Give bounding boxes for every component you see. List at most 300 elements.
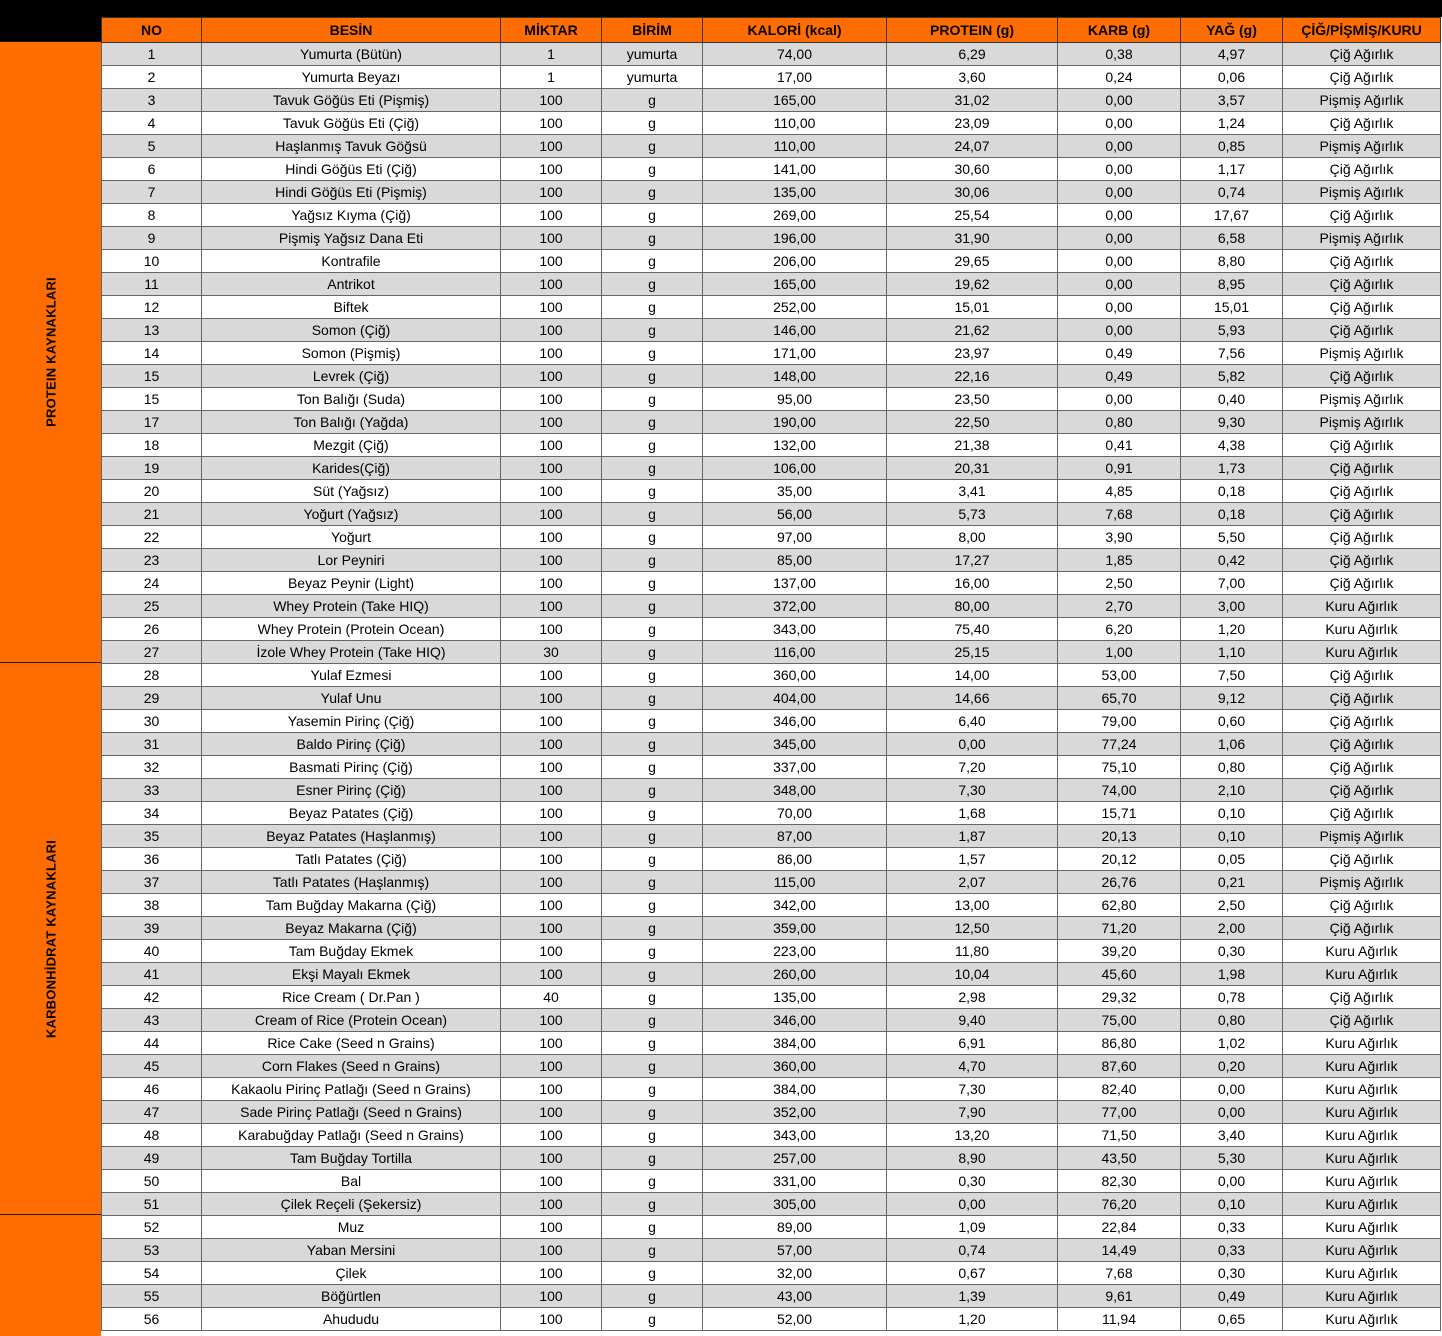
cell-durum[interactable]: Çiğ Ağırlık — [1283, 687, 1441, 710]
cell-birim[interactable]: g — [602, 756, 703, 779]
header-besin[interactable]: BESİN — [202, 18, 501, 43]
cell-miktar[interactable]: 100 — [501, 940, 602, 963]
cell-karb[interactable]: 0,00 — [1058, 89, 1181, 112]
cell-no[interactable]: 43 — [102, 1009, 202, 1032]
cell-birim[interactable]: g — [602, 319, 703, 342]
cell-miktar[interactable]: 100 — [501, 135, 602, 158]
cell-birim[interactable]: g — [602, 89, 703, 112]
cell-birim[interactable]: g — [602, 204, 703, 227]
cell-birim[interactable]: g — [602, 388, 703, 411]
cell-yag[interactable]: 0,00 — [1181, 1101, 1283, 1124]
cell-no[interactable]: 2 — [102, 66, 202, 89]
cell-protein[interactable]: 14,66 — [887, 687, 1058, 710]
cell-besin[interactable]: Biftek — [202, 296, 501, 319]
cell-no[interactable]: 28 — [102, 664, 202, 687]
cell-miktar[interactable]: 100 — [501, 1009, 602, 1032]
cell-karb[interactable]: 43,50 — [1058, 1147, 1181, 1170]
cell-kalori[interactable]: 70,00 — [703, 802, 887, 825]
cell-miktar[interactable]: 100 — [501, 181, 602, 204]
cell-besin[interactable]: Yulaf Unu — [202, 687, 501, 710]
cell-miktar[interactable]: 100 — [501, 1216, 602, 1239]
cell-durum[interactable]: Çiğ Ağırlık — [1283, 526, 1441, 549]
cell-durum[interactable]: Kuru Ağırlık — [1283, 1055, 1441, 1078]
cell-yag[interactable]: 0,33 — [1181, 1216, 1283, 1239]
cell-protein[interactable]: 23,97 — [887, 342, 1058, 365]
header-kalori[interactable]: KALORİ (kcal) — [703, 18, 887, 43]
cell-kalori[interactable]: 110,00 — [703, 135, 887, 158]
cell-kalori[interactable]: 348,00 — [703, 779, 887, 802]
cell-miktar[interactable]: 100 — [501, 963, 602, 986]
cell-birim[interactable]: g — [602, 273, 703, 296]
cell-birim[interactable]: g — [602, 250, 703, 273]
cell-besin[interactable]: Whey Protein (Protein Ocean) — [202, 618, 501, 641]
cell-durum[interactable]: Pişmiş Ağırlık — [1283, 388, 1441, 411]
cell-yag[interactable]: 9,12 — [1181, 687, 1283, 710]
cell-kalori[interactable]: 141,00 — [703, 158, 887, 181]
cell-durum[interactable]: Pişmiş Ağırlık — [1283, 89, 1441, 112]
cell-protein[interactable]: 1,09 — [887, 1216, 1058, 1239]
cell-miktar[interactable]: 100 — [501, 250, 602, 273]
cell-durum[interactable]: Kuru Ağırlık — [1283, 963, 1441, 986]
cell-miktar[interactable]: 100 — [501, 1078, 602, 1101]
cell-protein[interactable]: 29,65 — [887, 250, 1058, 273]
cell-kalori[interactable]: 257,00 — [703, 1147, 887, 1170]
cell-durum[interactable]: Kuru Ağırlık — [1283, 1124, 1441, 1147]
cell-miktar[interactable]: 100 — [501, 388, 602, 411]
cell-karb[interactable]: 0,00 — [1058, 273, 1181, 296]
cell-protein[interactable]: 8,90 — [887, 1147, 1058, 1170]
cell-besin[interactable]: Corn Flakes (Seed n Grains) — [202, 1055, 501, 1078]
cell-karb[interactable]: 65,70 — [1058, 687, 1181, 710]
cell-durum[interactable]: Çiğ Ağırlık — [1283, 664, 1441, 687]
cell-no[interactable]: 3 — [102, 89, 202, 112]
cell-kalori[interactable]: 110,00 — [703, 112, 887, 135]
cell-yag[interactable]: 0,30 — [1181, 940, 1283, 963]
cell-protein[interactable]: 1,20 — [887, 1308, 1058, 1331]
cell-birim[interactable]: g — [602, 1285, 703, 1308]
cell-birim[interactable]: g — [602, 802, 703, 825]
cell-no[interactable]: 20 — [102, 480, 202, 503]
cell-besin[interactable]: Yağsız Kıyma (Çiğ) — [202, 204, 501, 227]
cell-besin[interactable]: Rice Cake (Seed n Grains) — [202, 1032, 501, 1055]
cell-karb[interactable]: 0,00 — [1058, 135, 1181, 158]
cell-protein[interactable]: 2,07 — [887, 871, 1058, 894]
cell-yag[interactable]: 0,21 — [1181, 871, 1283, 894]
cell-karb[interactable]: 2,50 — [1058, 572, 1181, 595]
cell-birim[interactable]: yumurta — [602, 43, 703, 66]
cell-yag[interactable]: 1,17 — [1181, 158, 1283, 181]
cell-durum[interactable]: Çiğ Ağırlık — [1283, 43, 1441, 66]
cell-no[interactable]: 36 — [102, 848, 202, 871]
cell-durum[interactable]: Kuru Ağırlık — [1283, 1032, 1441, 1055]
cell-besin[interactable]: Yoğurt — [202, 526, 501, 549]
cell-birim[interactable]: g — [602, 1170, 703, 1193]
cell-besin[interactable]: Beyaz Patates (Haşlanmış) — [202, 825, 501, 848]
cell-durum[interactable]: Çiğ Ağırlık — [1283, 802, 1441, 825]
cell-karb[interactable]: 11,94 — [1058, 1308, 1181, 1331]
cell-yag[interactable]: 5,93 — [1181, 319, 1283, 342]
cell-besin[interactable]: Cream of Rice (Protein Ocean) — [202, 1009, 501, 1032]
cell-miktar[interactable]: 100 — [501, 1193, 602, 1216]
cell-besin[interactable]: Süt (Yağsız) — [202, 480, 501, 503]
cell-no[interactable]: 17 — [102, 411, 202, 434]
cell-yag[interactable]: 0,49 — [1181, 1285, 1283, 1308]
cell-protein[interactable]: 25,15 — [887, 641, 1058, 664]
cell-protein[interactable]: 0,74 — [887, 1239, 1058, 1262]
cell-karb[interactable]: 0,00 — [1058, 227, 1181, 250]
cell-no[interactable]: 31 — [102, 733, 202, 756]
cell-birim[interactable]: g — [602, 480, 703, 503]
cell-karb[interactable]: 45,60 — [1058, 963, 1181, 986]
cell-birim[interactable]: g — [602, 710, 703, 733]
cell-durum[interactable]: Pişmiş Ağırlık — [1283, 181, 1441, 204]
cell-besin[interactable]: Yasemin Pirinç (Çiğ) — [202, 710, 501, 733]
cell-no[interactable]: 51 — [102, 1193, 202, 1216]
cell-durum[interactable]: Kuru Ağırlık — [1283, 595, 1441, 618]
cell-durum[interactable]: Kuru Ağırlık — [1283, 1193, 1441, 1216]
cell-birim[interactable]: g — [602, 687, 703, 710]
cell-yag[interactable]: 4,38 — [1181, 434, 1283, 457]
cell-besin[interactable]: Beyaz Patates (Çiğ) — [202, 802, 501, 825]
cell-yag[interactable]: 1,02 — [1181, 1032, 1283, 1055]
cell-birim[interactable]: g — [602, 1216, 703, 1239]
cell-miktar[interactable]: 100 — [501, 1101, 602, 1124]
cell-durum[interactable]: Çiğ Ağırlık — [1283, 848, 1441, 871]
cell-miktar[interactable]: 100 — [501, 549, 602, 572]
cell-kalori[interactable]: 89,00 — [703, 1216, 887, 1239]
cell-besin[interactable]: Tatlı Patates (Haşlanmış) — [202, 871, 501, 894]
cell-protein[interactable]: 0,00 — [887, 733, 1058, 756]
cell-miktar[interactable]: 100 — [501, 1124, 602, 1147]
cell-durum[interactable]: Çiğ Ağırlık — [1283, 319, 1441, 342]
cell-no[interactable]: 45 — [102, 1055, 202, 1078]
header-yag[interactable]: YAĞ (g) — [1181, 18, 1283, 43]
cell-protein[interactable]: 6,91 — [887, 1032, 1058, 1055]
cell-miktar[interactable]: 100 — [501, 618, 602, 641]
cell-besin[interactable]: Kontrafile — [202, 250, 501, 273]
cell-karb[interactable]: 1,85 — [1058, 549, 1181, 572]
cell-besin[interactable]: Somon (Çiğ) — [202, 319, 501, 342]
cell-kalori[interactable]: 352,00 — [703, 1101, 887, 1124]
cell-kalori[interactable]: 346,00 — [703, 1009, 887, 1032]
cell-no[interactable]: 15 — [102, 365, 202, 388]
cell-karb[interactable]: 14,49 — [1058, 1239, 1181, 1262]
cell-birim[interactable]: g — [602, 940, 703, 963]
cell-yag[interactable]: 0,30 — [1181, 1262, 1283, 1285]
cell-besin[interactable]: Böğürtlen — [202, 1285, 501, 1308]
cell-karb[interactable]: 0,00 — [1058, 181, 1181, 204]
cell-protein[interactable]: 21,38 — [887, 434, 1058, 457]
cell-karb[interactable]: 74,00 — [1058, 779, 1181, 802]
cell-birim[interactable]: g — [602, 365, 703, 388]
cell-protein[interactable]: 75,40 — [887, 618, 1058, 641]
cell-protein[interactable]: 8,00 — [887, 526, 1058, 549]
cell-birim[interactable]: g — [602, 549, 703, 572]
cell-besin[interactable]: Yaban Mersini — [202, 1239, 501, 1262]
cell-karb[interactable]: 62,80 — [1058, 894, 1181, 917]
cell-protein[interactable]: 0,00 — [887, 1193, 1058, 1216]
cell-durum[interactable]: Kuru Ağırlık — [1283, 1078, 1441, 1101]
cell-birim[interactable]: g — [602, 342, 703, 365]
cell-miktar[interactable]: 100 — [501, 710, 602, 733]
cell-miktar[interactable]: 100 — [501, 158, 602, 181]
cell-no[interactable]: 24 — [102, 572, 202, 595]
cell-durum[interactable]: Kuru Ağırlık — [1283, 1262, 1441, 1285]
cell-besin[interactable]: Ton Balığı (Suda) — [202, 388, 501, 411]
cell-birim[interactable]: g — [602, 664, 703, 687]
cell-besin[interactable]: Yumurta Beyazı — [202, 66, 501, 89]
cell-yag[interactable]: 3,00 — [1181, 595, 1283, 618]
cell-no[interactable]: 5 — [102, 135, 202, 158]
cell-miktar[interactable]: 100 — [501, 1239, 602, 1262]
cell-kalori[interactable]: 116,00 — [703, 641, 887, 664]
cell-kalori[interactable]: 32,00 — [703, 1262, 887, 1285]
cell-besin[interactable]: Baldo Pirinç (Çiğ) — [202, 733, 501, 756]
cell-miktar[interactable]: 100 — [501, 227, 602, 250]
cell-protein[interactable]: 25,54 — [887, 204, 1058, 227]
cell-yag[interactable]: 0,33 — [1181, 1239, 1283, 1262]
cell-birim[interactable]: g — [602, 963, 703, 986]
cell-besin[interactable]: Tam Buğday Ekmek — [202, 940, 501, 963]
cell-miktar[interactable]: 100 — [501, 1262, 602, 1285]
cell-kalori[interactable]: 343,00 — [703, 618, 887, 641]
cell-kalori[interactable]: 165,00 — [703, 273, 887, 296]
cell-protein[interactable]: 24,07 — [887, 135, 1058, 158]
cell-karb[interactable]: 82,40 — [1058, 1078, 1181, 1101]
cell-besin[interactable]: Karabuğday Patlağı (Seed n Grains) — [202, 1124, 501, 1147]
cell-kalori[interactable]: 132,00 — [703, 434, 887, 457]
cell-karb[interactable]: 7,68 — [1058, 1262, 1181, 1285]
cell-karb[interactable]: 0,24 — [1058, 66, 1181, 89]
cell-protein[interactable]: 22,16 — [887, 365, 1058, 388]
cell-yag[interactable]: 0,05 — [1181, 848, 1283, 871]
cell-protein[interactable]: 19,62 — [887, 273, 1058, 296]
cell-yag[interactable]: 0,65 — [1181, 1308, 1283, 1331]
cell-durum[interactable]: Çiğ Ağırlık — [1283, 503, 1441, 526]
cell-miktar[interactable]: 100 — [501, 1170, 602, 1193]
cell-birim[interactable]: g — [602, 779, 703, 802]
cell-no[interactable]: 11 — [102, 273, 202, 296]
cell-miktar[interactable]: 100 — [501, 595, 602, 618]
cell-besin[interactable]: Beyaz Makarna (Çiğ) — [202, 917, 501, 940]
cell-karb[interactable]: 0,41 — [1058, 434, 1181, 457]
cell-durum[interactable]: Kuru Ağırlık — [1283, 1170, 1441, 1193]
cell-birim[interactable]: g — [602, 411, 703, 434]
cell-yag[interactable]: 8,80 — [1181, 250, 1283, 273]
cell-yag[interactable]: 6,58 — [1181, 227, 1283, 250]
cell-durum[interactable]: Çiğ Ağırlık — [1283, 273, 1441, 296]
cell-protein[interactable]: 15,01 — [887, 296, 1058, 319]
cell-miktar[interactable]: 100 — [501, 871, 602, 894]
cell-karb[interactable]: 0,00 — [1058, 388, 1181, 411]
cell-no[interactable]: 56 — [102, 1308, 202, 1331]
cell-durum[interactable]: Çiğ Ağırlık — [1283, 756, 1441, 779]
cell-protein[interactable]: 30,06 — [887, 181, 1058, 204]
cell-miktar[interactable]: 100 — [501, 342, 602, 365]
cell-yag[interactable]: 0,10 — [1181, 825, 1283, 848]
cell-miktar[interactable]: 40 — [501, 986, 602, 1009]
cell-no[interactable]: 26 — [102, 618, 202, 641]
cell-karb[interactable]: 75,10 — [1058, 756, 1181, 779]
cell-miktar[interactable]: 100 — [501, 1055, 602, 1078]
cell-protein[interactable]: 13,00 — [887, 894, 1058, 917]
cell-birim[interactable]: g — [602, 434, 703, 457]
cell-no[interactable]: 35 — [102, 825, 202, 848]
cell-protein[interactable]: 13,20 — [887, 1124, 1058, 1147]
cell-protein[interactable]: 9,40 — [887, 1009, 1058, 1032]
cell-yag[interactable]: 0,10 — [1181, 802, 1283, 825]
cell-karb[interactable]: 0,00 — [1058, 112, 1181, 135]
cell-durum[interactable]: Çiğ Ağırlık — [1283, 710, 1441, 733]
cell-karb[interactable]: 82,30 — [1058, 1170, 1181, 1193]
cell-birim[interactable]: yumurta — [602, 66, 703, 89]
cell-birim[interactable]: g — [602, 618, 703, 641]
cell-kalori[interactable]: 57,00 — [703, 1239, 887, 1262]
cell-durum[interactable]: Çiğ Ağırlık — [1283, 986, 1441, 1009]
cell-karb[interactable]: 77,00 — [1058, 1101, 1181, 1124]
cell-no[interactable]: 29 — [102, 687, 202, 710]
cell-miktar[interactable]: 100 — [501, 687, 602, 710]
cell-birim[interactable]: g — [602, 871, 703, 894]
header-birim[interactable]: BİRİM — [602, 18, 703, 43]
cell-kalori[interactable]: 252,00 — [703, 296, 887, 319]
cell-birim[interactable]: g — [602, 641, 703, 664]
cell-miktar[interactable]: 100 — [501, 779, 602, 802]
cell-no[interactable]: 14 — [102, 342, 202, 365]
cell-birim[interactable]: g — [602, 825, 703, 848]
cell-karb[interactable]: 0,00 — [1058, 250, 1181, 273]
cell-karb[interactable]: 0,49 — [1058, 342, 1181, 365]
cell-kalori[interactable]: 337,00 — [703, 756, 887, 779]
cell-birim[interactable]: g — [602, 526, 703, 549]
cell-no[interactable]: 42 — [102, 986, 202, 1009]
cell-karb[interactable]: 0,91 — [1058, 457, 1181, 480]
cell-durum[interactable]: Çiğ Ağırlık — [1283, 779, 1441, 802]
cell-kalori[interactable]: 52,00 — [703, 1308, 887, 1331]
cell-birim[interactable]: g — [602, 112, 703, 135]
cell-karb[interactable]: 9,61 — [1058, 1285, 1181, 1308]
cell-besin[interactable]: Bal — [202, 1170, 501, 1193]
cell-yag[interactable]: 7,50 — [1181, 664, 1283, 687]
cell-yag[interactable]: 2,10 — [1181, 779, 1283, 802]
cell-protein[interactable]: 7,30 — [887, 779, 1058, 802]
cell-miktar[interactable]: 100 — [501, 733, 602, 756]
cell-durum[interactable]: Çiğ Ağırlık — [1283, 66, 1441, 89]
cell-kalori[interactable]: 171,00 — [703, 342, 887, 365]
cell-miktar[interactable]: 100 — [501, 1308, 602, 1331]
cell-birim[interactable]: g — [602, 135, 703, 158]
cell-miktar[interactable]: 100 — [501, 1147, 602, 1170]
cell-karb[interactable]: 87,60 — [1058, 1055, 1181, 1078]
cell-no[interactable]: 52 — [102, 1216, 202, 1239]
cell-miktar[interactable]: 100 — [501, 756, 602, 779]
cell-yag[interactable]: 17,67 — [1181, 204, 1283, 227]
cell-kalori[interactable]: 260,00 — [703, 963, 887, 986]
cell-kalori[interactable]: 404,00 — [703, 687, 887, 710]
cell-no[interactable]: 40 — [102, 940, 202, 963]
cell-durum[interactable]: Çiğ Ağırlık — [1283, 434, 1441, 457]
cell-karb[interactable]: 29,32 — [1058, 986, 1181, 1009]
cell-no[interactable]: 21 — [102, 503, 202, 526]
cell-besin[interactable]: Whey Protein (Take HIQ) — [202, 595, 501, 618]
cell-protein[interactable]: 12,50 — [887, 917, 1058, 940]
cell-kalori[interactable]: 359,00 — [703, 917, 887, 940]
cell-birim[interactable]: g — [602, 1124, 703, 1147]
cell-kalori[interactable]: 35,00 — [703, 480, 887, 503]
cell-karb[interactable]: 0,00 — [1058, 158, 1181, 181]
cell-kalori[interactable]: 346,00 — [703, 710, 887, 733]
cell-karb[interactable]: 0,00 — [1058, 296, 1181, 319]
cell-durum[interactable]: Kuru Ağırlık — [1283, 1308, 1441, 1331]
cell-no[interactable]: 8 — [102, 204, 202, 227]
cell-protein[interactable]: 16,00 — [887, 572, 1058, 595]
cell-miktar[interactable]: 1 — [501, 43, 602, 66]
cell-protein[interactable]: 31,90 — [887, 227, 1058, 250]
cell-besin[interactable]: Esner Pirinç (Çiğ) — [202, 779, 501, 802]
cell-birim[interactable]: g — [602, 503, 703, 526]
cell-birim[interactable]: g — [602, 917, 703, 940]
cell-karb[interactable]: 26,76 — [1058, 871, 1181, 894]
cell-besin[interactable]: Ton Balığı (Yağda) — [202, 411, 501, 434]
cell-protein[interactable]: 2,98 — [887, 986, 1058, 1009]
cell-protein[interactable]: 5,73 — [887, 503, 1058, 526]
cell-kalori[interactable]: 146,00 — [703, 319, 887, 342]
cell-protein[interactable]: 7,90 — [887, 1101, 1058, 1124]
cell-no[interactable]: 34 — [102, 802, 202, 825]
cell-besin[interactable]: Sade Pirinç Patlağı (Seed n Grains) — [202, 1101, 501, 1124]
cell-birim[interactable]: g — [602, 1193, 703, 1216]
cell-kalori[interactable]: 87,00 — [703, 825, 887, 848]
cell-karb[interactable]: 75,00 — [1058, 1009, 1181, 1032]
cell-durum[interactable]: Çiğ Ağırlık — [1283, 1009, 1441, 1032]
cell-miktar[interactable]: 100 — [501, 480, 602, 503]
cell-no[interactable]: 37 — [102, 871, 202, 894]
cell-kalori[interactable]: 384,00 — [703, 1032, 887, 1055]
cell-kalori[interactable]: 372,00 — [703, 595, 887, 618]
cell-besin[interactable]: Tam Buğday Tortilla — [202, 1147, 501, 1170]
cell-yag[interactable]: 5,82 — [1181, 365, 1283, 388]
cell-besin[interactable]: Pişmiş Yağsız Dana Eti — [202, 227, 501, 250]
cell-durum[interactable]: Çiğ Ağırlık — [1283, 894, 1441, 917]
cell-karb[interactable]: 20,13 — [1058, 825, 1181, 848]
cell-birim[interactable]: g — [602, 296, 703, 319]
cell-miktar[interactable]: 1 — [501, 66, 602, 89]
cell-karb[interactable]: 86,80 — [1058, 1032, 1181, 1055]
cell-besin[interactable]: Muz — [202, 1216, 501, 1239]
cell-kalori[interactable]: 190,00 — [703, 411, 887, 434]
cell-miktar[interactable]: 100 — [501, 319, 602, 342]
cell-besin[interactable]: Çilek Reçeli (Şekersiz) — [202, 1193, 501, 1216]
cell-miktar[interactable]: 100 — [501, 848, 602, 871]
cell-karb[interactable]: 53,00 — [1058, 664, 1181, 687]
cell-karb[interactable]: 6,20 — [1058, 618, 1181, 641]
cell-birim[interactable]: g — [602, 733, 703, 756]
cell-kalori[interactable]: 97,00 — [703, 526, 887, 549]
cell-durum[interactable]: Kuru Ağırlık — [1283, 1216, 1441, 1239]
cell-kalori[interactable]: 342,00 — [703, 894, 887, 917]
cell-kalori[interactable]: 56,00 — [703, 503, 887, 526]
cell-yag[interactable]: 8,95 — [1181, 273, 1283, 296]
cell-miktar[interactable]: 100 — [501, 664, 602, 687]
cell-protein[interactable]: 7,30 — [887, 1078, 1058, 1101]
cell-kalori[interactable]: 115,00 — [703, 871, 887, 894]
cell-no[interactable]: 25 — [102, 595, 202, 618]
cell-durum[interactable]: Pişmiş Ağırlık — [1283, 227, 1441, 250]
cell-protein[interactable]: 4,70 — [887, 1055, 1058, 1078]
cell-kalori[interactable]: 305,00 — [703, 1193, 887, 1216]
cell-birim[interactable]: g — [602, 894, 703, 917]
cell-besin[interactable]: Hindi Göğüs Eti (Pişmiş) — [202, 181, 501, 204]
